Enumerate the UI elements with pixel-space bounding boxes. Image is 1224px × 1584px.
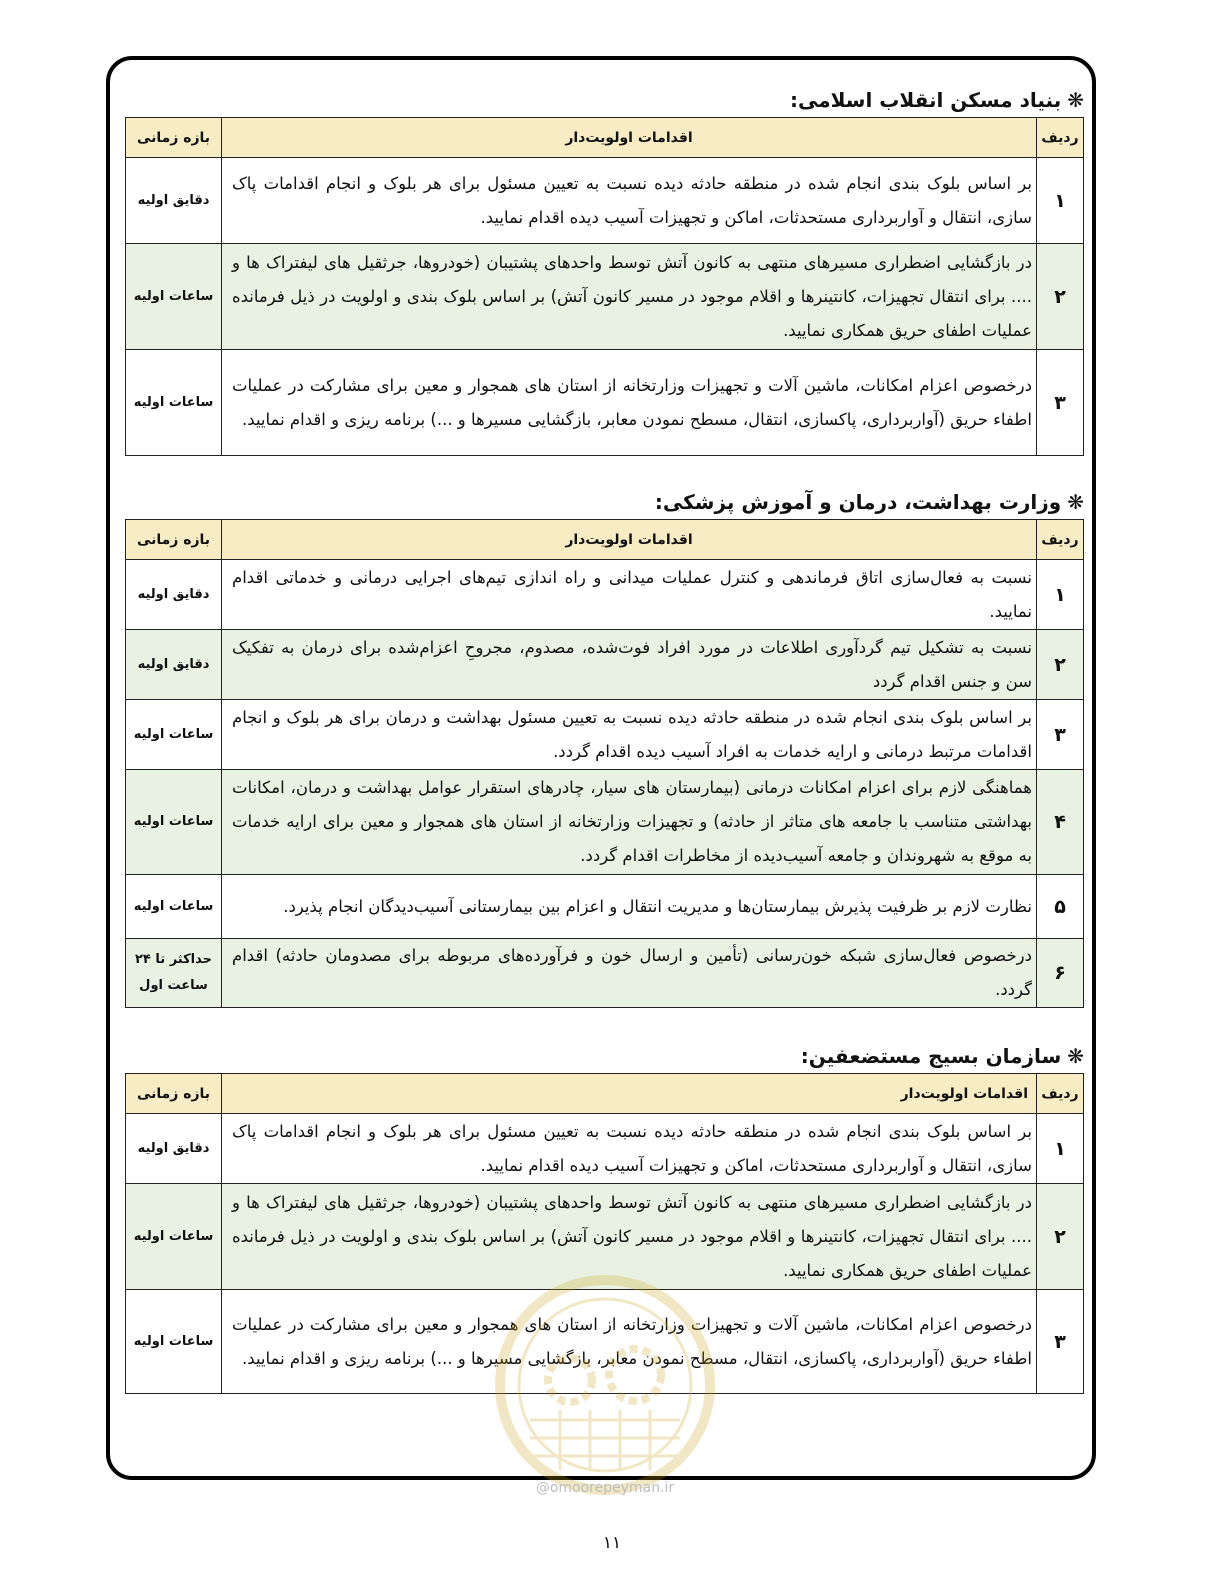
table-header <box>126 1074 1084 1114</box>
row-action: بر اساس بلوک بندی انجام شده در منطقه حادثه دیده نسبت به تعیین مسئول برای هر بلوک و انجام اقدامات پاک سازی، انتقال و آواربرداری مستحدثات، اماکن و تجهیزات آسیب دیده اقدام نمایید. <box>222 1114 1037 1184</box>
row-time: ساعات اولیه <box>126 1184 222 1290</box>
row-number: ۶ <box>1037 939 1084 1008</box>
table-row <box>126 770 1084 875</box>
row-number: ۴ <box>1037 770 1084 875</box>
row-time: دقایق اولیه <box>126 630 222 700</box>
row-action: بر اساس بلوک بندی انجام شده در منطقه حادثه دیده نسبت به تعیین مسئول برای هر بلوک و انجام اقدامات پاک سازی، انتقال و آواربرداری مستحدثات، اماکن و تجهیزات آسیب دیده اقدام نمایید. <box>222 158 1037 244</box>
table-row <box>126 244 1084 350</box>
table-row <box>126 939 1084 1008</box>
row-number: ۲ <box>1037 1184 1084 1290</box>
watermark-site: @omoorepeyman.ir <box>535 1480 675 1496</box>
header-actions: اقدامات اولویت‌دار <box>222 520 1037 560</box>
row-number: ۲ <box>1037 244 1084 350</box>
section-title: ❋سازمان بسیج مستضعفین: <box>800 1044 1084 1068</box>
header-row-number: ردیف <box>1037 1074 1084 1114</box>
row-number: ۲ <box>1037 630 1084 700</box>
row-time: دقایق اولیه <box>126 158 222 244</box>
row-action: در بازگشایی اضطراری مسیرهای منتهی به کانون آتش توسط واحدهای پشتیبان (خودروها، جرثقیل های لیفتراک ها و .... برای انتقال تجهیزات، کانتینرها و اقلام موجود در مسیر کانون آتش) بر اساس بلوک بندی و اولویت در ذیل فرمانده عملیات اطفای حریق همکاری نمایید. <box>222 1184 1037 1290</box>
actions-table <box>125 519 1084 1008</box>
table-row <box>126 350 1084 456</box>
table-header <box>126 520 1084 560</box>
row-action: نظارت لازم بر ظرفیت پذیرش بیمارستان‌ها و مدیریت انتقال و اعزام بین بیمارستانی آسیب‌دیدگان انجام پذیرد. <box>222 875 1037 939</box>
row-time: حداکثر تا ۲۴ ساعت اول <box>126 939 222 1008</box>
section-title: ❋وزارت بهداشت، درمان و آموزش پزشکی: <box>654 490 1084 514</box>
row-time: ساعات اولیه <box>126 875 222 939</box>
row-number: ۵ <box>1037 875 1084 939</box>
row-action: درخصوص فعال‌سازی شبکه خون‌رسانی (تأمین و ارسال خون و فرآورده‌های مربوطه برای مصدومان حادثه) اقدام گردد. <box>222 939 1037 1008</box>
gear-seal-logo-icon <box>490 1270 720 1500</box>
page-number: ۱۱ <box>602 1533 622 1553</box>
header-time: بازه زمانی <box>126 118 222 158</box>
row-action: نسبت به تشکیل تیم گردآوری اطلاعات در مورد افراد فوت‌شده، مصدوم، مجروحِ اعزام‌شده برای درمان به تفکیک سن و جنس اقدام گردد <box>222 630 1037 700</box>
row-time: ساعات اولیه <box>126 770 222 875</box>
section-title: ❋بنیاد مسکن انقلاب اسلامی: <box>790 88 1084 112</box>
actions-table <box>125 117 1084 456</box>
row-action: درخصوص اعزام امکانات، ماشین آلات و تجهیزات وزارتخانه از استان های همجوار و معین برای مشارکت در عملیات اطفاء حریق (آواربرداری، پاکسازی، انتقال، مسطح نمودن معابر، بازگشایی مسیرها و ...) برنامه ریزی و اقدام نمایید. <box>222 1290 1037 1394</box>
table-row <box>126 158 1084 244</box>
header-time: بازه زمانی <box>126 1074 222 1114</box>
row-number: ۱ <box>1037 1114 1084 1184</box>
row-time: ساعات اولیه <box>126 350 222 456</box>
row-time: ساعات اولیه <box>126 1290 222 1394</box>
table-row <box>126 1114 1084 1184</box>
header-actions: اقدامات اولویت‌دار <box>222 1074 1037 1114</box>
section-housing-foundation <box>125 83 1084 456</box>
row-number: ۳ <box>1037 700 1084 770</box>
star-icon: ❋ <box>1067 88 1084 112</box>
row-time: دقایق اولیه <box>126 560 222 630</box>
star-icon: ❋ <box>1067 490 1084 514</box>
row-time: ساعات اولیه <box>126 244 222 350</box>
header-time: بازه زمانی <box>126 520 222 560</box>
star-icon: ❋ <box>1067 1044 1084 1068</box>
table-row <box>126 875 1084 939</box>
row-action: بر اساس بلوک بندی انجام شده در منطقه حادثه دیده نسبت به تعیین مسئول بهداشت و درمان برای هر بلوک و انجام اقدامات مرتبط درمانی و ارایه خدمات به افراد آسیب دیده اقدام گردد. <box>222 700 1037 770</box>
table-row <box>126 630 1084 700</box>
row-action: درخصوص اعزام امکانات، ماشین آلات و تجهیزات وزارتخانه از استان های همجوار و معین برای مشارکت در عملیات اطفاء حریق (آواربرداری، پاکسازی، انتقال، مسطح نمودن معابر، بازگشایی مسیرها و ...) برنامه ریزی و اقدام نمایید. <box>222 350 1037 456</box>
row-number: ۳ <box>1037 1290 1084 1394</box>
row-action: هماهنگی لازم برای اعزام امکانات درمانی (بیمارستان های سیار، چادرهای استقرار عوامل بهداشت و درمان، امکانات بهداشتی متناسب با جامعه های متاثر از حادثه) و تجهیزات وزارتخانه از استان های همجوار و معین برای ارایه خدمات به موقع به شهروندان و جامعه آسیب‌دیده از مخاطرات اقدام گردد. <box>222 770 1037 875</box>
header-row-number: ردیف <box>1037 520 1084 560</box>
row-action: در بازگشایی اضطراری مسیرهای منتهی به کانون آتش توسط واحدهای پشتیبان (خودروها، جرثقیل های لیفتراک ها و .... برای انتقال تجهیزات، کانتینرها و اقلام موجود در مسیر کانون آتش) بر اساس بلوک بندی و اولویت در ذیل فرمانده عملیات اطفای حریق همکاری نمایید. <box>222 244 1037 350</box>
header-row-number: ردیف <box>1037 118 1084 158</box>
table-header <box>126 118 1084 158</box>
section-health-ministry <box>125 485 1084 1008</box>
row-action: نسبت به فعال‌سازی اتاق فرماندهی و کنترل عملیات میدانی و راه اندازی تیم‌های اجرایی درمانی و خدماتی اقدام نمایید. <box>222 560 1037 630</box>
row-number: ۳ <box>1037 350 1084 456</box>
row-number: ۱ <box>1037 158 1084 244</box>
table-row <box>126 560 1084 630</box>
row-time: ساعات اولیه <box>126 700 222 770</box>
header-actions: اقدامات اولویت‌دار <box>222 118 1037 158</box>
row-time: دقایق اولیه <box>126 1114 222 1184</box>
table-row <box>126 700 1084 770</box>
row-number: ۱ <box>1037 560 1084 630</box>
